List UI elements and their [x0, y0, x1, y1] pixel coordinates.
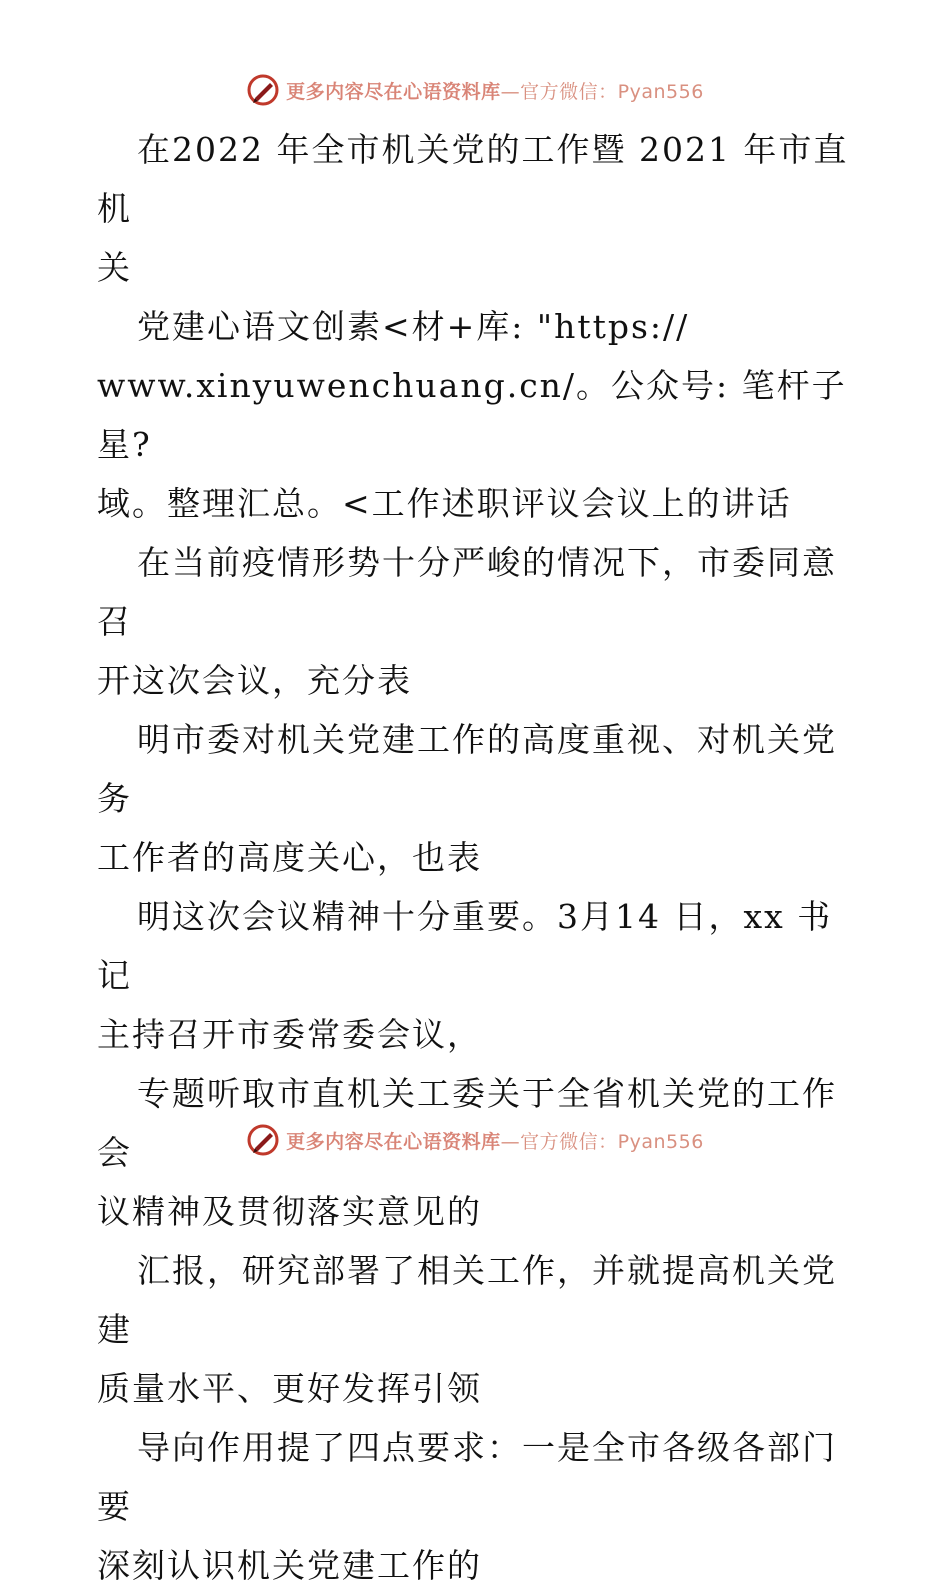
paragraph [97, 710, 857, 887]
paragraph-line: 主持召开市委常委会议， [97, 1015, 482, 1054]
watermark-text: 更多内容尽在心语资料库—官方微信：Pyan556 [286, 1130, 704, 1153]
paragraph-line: 明市委对机关党建工作的高度重视、对机关党务 [97, 720, 837, 818]
paragraph-line: 汇报，研究部署了相关工作，并就提高机关党建 [97, 1251, 837, 1349]
paragraph-line: 导向作用提了四点要求：一是全市各级各部门要 [97, 1428, 837, 1526]
paragraph-line: 在2022 年全市机关党的工作暨 2021 年市直机 [97, 130, 849, 228]
paragraph [97, 887, 857, 1064]
pen-logo-icon [246, 73, 280, 107]
paragraph [97, 297, 857, 533]
paragraph [97, 1418, 857, 1595]
paragraph-line: 深刻认识机关党建工作的 [97, 1546, 482, 1585]
document-body [97, 120, 857, 1595]
paragraph [97, 533, 857, 710]
watermark-text: 更多内容尽在心语资料库—官方微信：Pyan556 [286, 80, 704, 103]
paragraph-line: 工作者的高度关心，也表 [97, 838, 482, 877]
paragraph-line: www.xinyuwenchuang.cn/。公众号: 笔杆子星? [97, 366, 847, 464]
paragraph-line: 专题听取市直机关工委关于全省机关党的工作会 [97, 1074, 837, 1172]
paragraph-line: 关 [97, 248, 132, 287]
footer-watermark-banner [0, 1120, 950, 1160]
paragraph-line: 党建心语文创素<材+库: "https:// [137, 307, 690, 346]
paragraph-line: 开这次会议，充分表 [97, 661, 412, 700]
paragraph-line: 在当前疫情形势十分严峻的情况下，市委同意召 [97, 543, 837, 641]
header-watermark-banner [0, 70, 950, 110]
pen-logo-icon [246, 1123, 280, 1157]
paragraph-line: 域。整理汇总。<工作述职评议会议上的讲话 [97, 484, 792, 523]
paragraph [97, 120, 857, 297]
paragraph [97, 1241, 857, 1418]
paragraph-line: 议精神及贯彻落实意见的 [97, 1192, 482, 1231]
paragraph-line: 明这次会议精神十分重要。3月14 日，xx 书记 [97, 897, 833, 995]
paragraph-line: 质量水平、更好发挥引领 [97, 1369, 482, 1408]
